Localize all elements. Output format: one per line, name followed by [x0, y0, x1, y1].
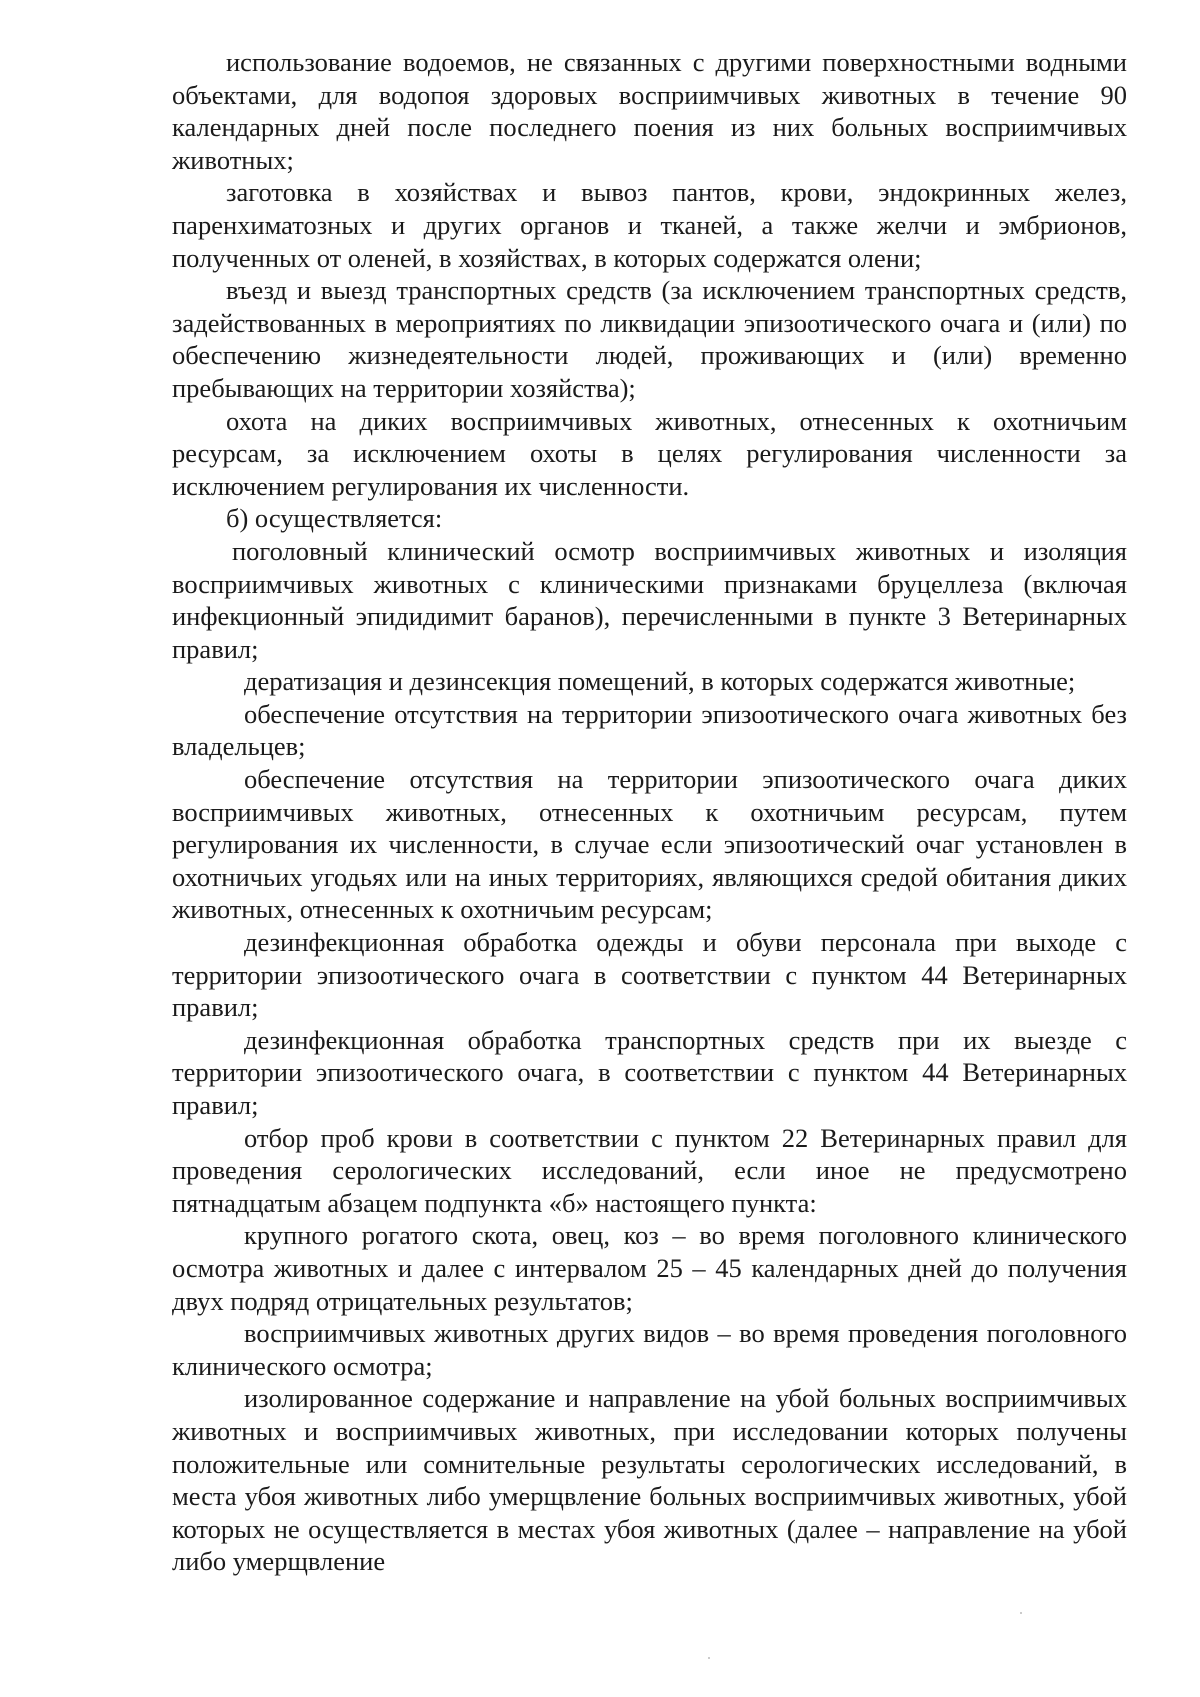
paragraph-5: б) осуществляется:	[226, 503, 443, 534]
paragraph-12: отбор проб крови в соответствии с пунктом 22 Ветеринарных правил для проведения серологических исследований, если иное не предусмотрено пятнадцатым абзацем подпункта «б» настоящего пункта:	[172, 1122, 1127, 1218]
paragraph-6: поголовный клинический осмотр восприимчивых животных и изоляция восприимчивых животных с клиническими признаками бруцеллеза (включая инфекционный эпидидимит баранов), перечисленными в пункте 3 Ветеринарных правил;	[172, 535, 1127, 664]
document-body	[172, 46, 1127, 1578]
scan-speck	[708, 1657, 710, 1659]
paragraph-9: обеспечение отсутствия на территории эпизоотического очага диких восприимчивых животных, отнесенных к охотничьим ресурсам, путем регулирования их численности, в случае если эпизоотический очаг установлен в охотничьих угодьях или на иных территориях, являющихся средой обитания диких животных, отнесенных к охотничьим ресурсам;	[172, 764, 1127, 925]
paragraph-10: дезинфекционная обработка одежды и обуви персонала при выходе с территории эпизоотического очага в соответствии с пунктом 44 Ветеринарных правил;	[172, 927, 1127, 1023]
paragraph-13: крупного рогатого скота, овец, коз – во время поголовного клинического осмотра животных и далее с интервалом 25 – 45 календарных дней до получения двух подряд отрицательных результатов;	[172, 1220, 1127, 1316]
paragraph-7: дератизация и дезинсекция помещений, в которых содержатся животные;	[244, 666, 1076, 697]
paragraph-1: использование водоемов, не связанных с другими поверхностными водными объектами, для водопоя здоровых восприимчивых животных в течение 90 календарных дней после последнего поения из них больных восприимчивых животных;	[172, 47, 1127, 175]
paragraph-4: охота на диких восприимчивых животных, отнесенных к охотничьим ресурсам, за исключением охоты в целях регулирования численности за исключением регулирования их численности.	[172, 405, 1127, 501]
paragraph-8: обеспечение отсутствия на территории эпизоотического очага животных без владельцев;	[172, 698, 1127, 762]
scan-speck	[1020, 1612, 1022, 1614]
paragraph-11: дезинфекционная обработка транспортных средств при их выезде с территории эпизоотического очага, в соответствии с пунктом 44 Ветеринарных правил;	[172, 1024, 1127, 1120]
paragraph-15: изолированное содержание и направление на убой больных восприимчивых животных и восприимчивых животных, при исследовании которых получены положительные или сомнительные результаты серологических исследований, в места убоя животных либо умерщвление больных восприимчивых животных, убой которых не осуществляется в местах убоя животных (далее – направление на убой либо умерщвление	[172, 1383, 1127, 1577]
paragraph-3: въезд и выезд транспортных средств (за исключением транспортных средств, задействованных в мероприятиях по ликвидации эпизоотического очага и (или) по обеспечению жизнедеятельности людей, проживающих и (или) временно пребывающих на территории хозяйства);	[172, 275, 1127, 403]
paragraph-2: заготовка в хозяйствах и вывоз пантов, крови, эндокринных желез, паренхиматозных и других органов и тканей, а также желчи и эмбрионов, полученных от оленей, в хозяйствах, в которых содержатся олени;	[172, 177, 1127, 273]
paragraph-14: восприимчивых животных других видов – во время проведения поголовного клинического осмотра;	[172, 1318, 1127, 1381]
